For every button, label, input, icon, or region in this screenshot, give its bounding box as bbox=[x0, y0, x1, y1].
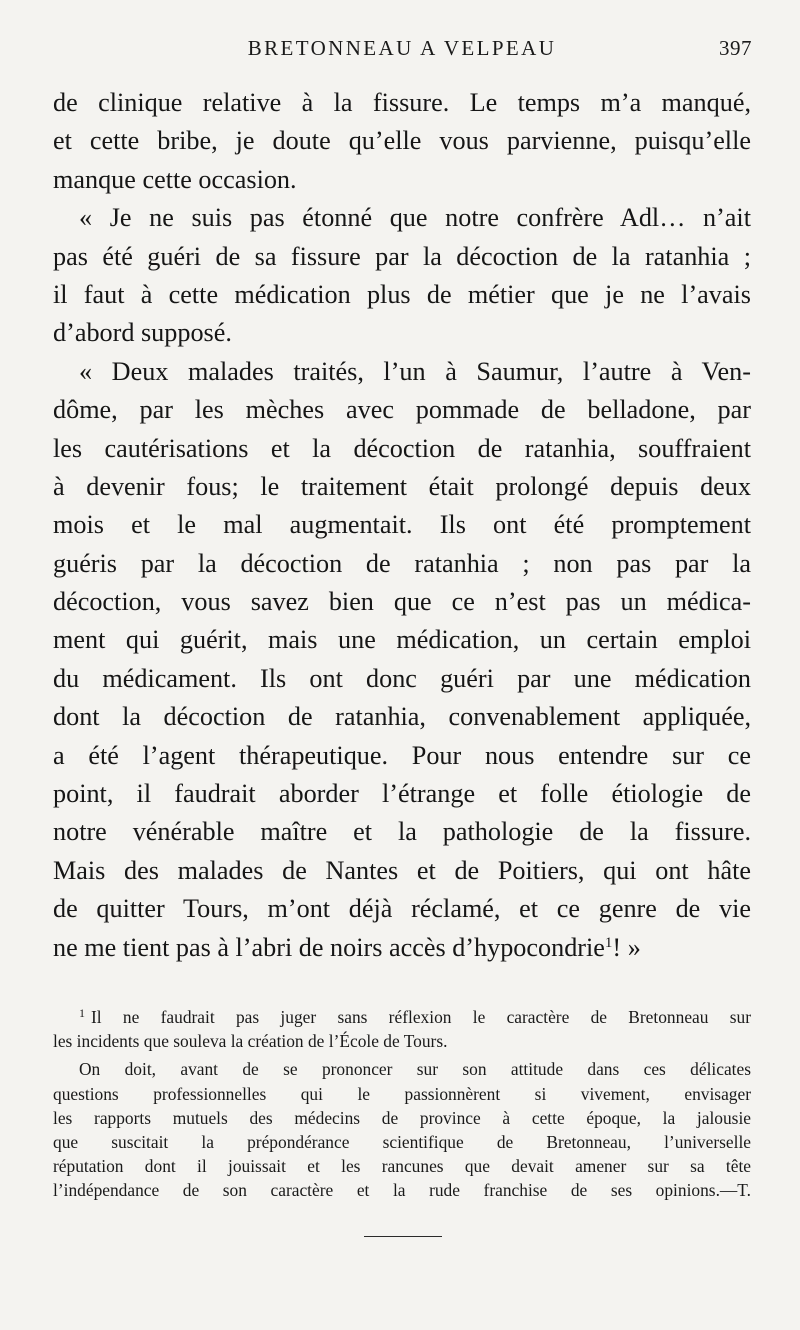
text-line-fragment: ne me tient pas à l’abri de noirs accès d’hypocondrie bbox=[53, 932, 605, 962]
text-line: de quitter Tours, m’ont déjà réclamé, et ce genre de vie bbox=[53, 894, 751, 924]
body-text bbox=[53, 84, 751, 967]
text-line: il faut à cette médication plus de métier que je ne l’avais bbox=[53, 279, 751, 309]
footnote-line: les rapports mutuels des médecins de province à cette époque, la jalousie bbox=[53, 1107, 751, 1128]
text-line: manque cette occasion. bbox=[53, 164, 297, 194]
footnote-reference: 1 bbox=[604, 934, 613, 951]
footnote-line: les incidents que souleva la création de l’École de Tours. bbox=[53, 1031, 448, 1052]
footnote-line: questions professionnelles qui le passionnèrent si vivement, envisager bbox=[53, 1083, 751, 1104]
text-line: dont la décoction de ratanhia, convenablement appliquée, bbox=[53, 702, 751, 732]
footnote-line: réputation dont il jouissait et les rancunes que devait amener sur sa tête bbox=[53, 1156, 751, 1177]
text-line: décoction, vous savez bien que ce n’est pas un médica- bbox=[53, 587, 751, 617]
text-line: a été l’agent thérapeutique. Pour nous entendre sur ce bbox=[53, 740, 751, 770]
footnote-line: l’indépendance de son caractère et la rude franchise de ses opinions.—T. bbox=[53, 1180, 751, 1201]
footnote-line: que suscitait la prépondérance scientifique de Bretonneau, l’universelle bbox=[53, 1131, 751, 1152]
text-line: dôme, par les mèches avec pommade de belladone, par bbox=[53, 395, 751, 425]
text-line: ment qui guérit, mais une médication, un certain emploi bbox=[53, 625, 751, 655]
text-line: « Deux malades traités, l’un à Saumur, l’autre à Ven- bbox=[79, 356, 751, 386]
text-line: du médicament. Ils ont donc guéri par une médication bbox=[53, 663, 751, 693]
text-line-fragment: ! » bbox=[612, 932, 641, 962]
text-line: de clinique relative à la fissure. Le temps m’a manqué, bbox=[53, 88, 751, 117]
text-line: les cautérisations et la décoction de ratanhia, souffraient bbox=[53, 433, 751, 463]
end-rule bbox=[364, 1236, 442, 1237]
footnotes bbox=[53, 1005, 751, 1203]
running-title: BRETONNEAU A VELPEAU bbox=[247, 36, 557, 60]
text-line: notre vénérable maître et la pathologie de la fissure. bbox=[53, 817, 751, 847]
text-line: Mais des malades de Nantes et de Poitiers, qui ont hâte bbox=[53, 855, 751, 885]
text-line: mois et le mal augmentait. Ils ont été promptement bbox=[53, 510, 751, 540]
text-line: guéris par la décoction de ratanhia ; non pas par la bbox=[53, 548, 751, 578]
footnote-line: On doit, avant de se prononcer sur son attitude dans ces délicates bbox=[79, 1059, 751, 1080]
footnote-line bbox=[53, 1005, 751, 1029]
text-line: et cette bribe, je doute qu’elle vous parvienne, puisqu’elle bbox=[53, 126, 751, 156]
text-line: pas été guéri de sa fissure par la décoction de la ratanhia ; bbox=[53, 241, 751, 271]
page-number: 397 bbox=[719, 36, 752, 60]
text-line: point, il faudrait aborder l’étrange et folle étiologie de bbox=[53, 779, 751, 809]
text-line: « Je ne suis pas étonné que notre confrère Adl… n’ait bbox=[79, 203, 751, 233]
text-line: à devenir fous; le traitement était prolongé depuis deux bbox=[53, 471, 751, 501]
footnote-marker: 1 bbox=[79, 1006, 85, 1020]
footnote-text: Il ne faudrait pas juger sans réflexion le caractère de Bretonneau sur bbox=[91, 1007, 751, 1027]
text-line: d’abord supposé. bbox=[53, 318, 232, 348]
page-header bbox=[52, 36, 752, 70]
text-line-last bbox=[53, 929, 751, 967]
